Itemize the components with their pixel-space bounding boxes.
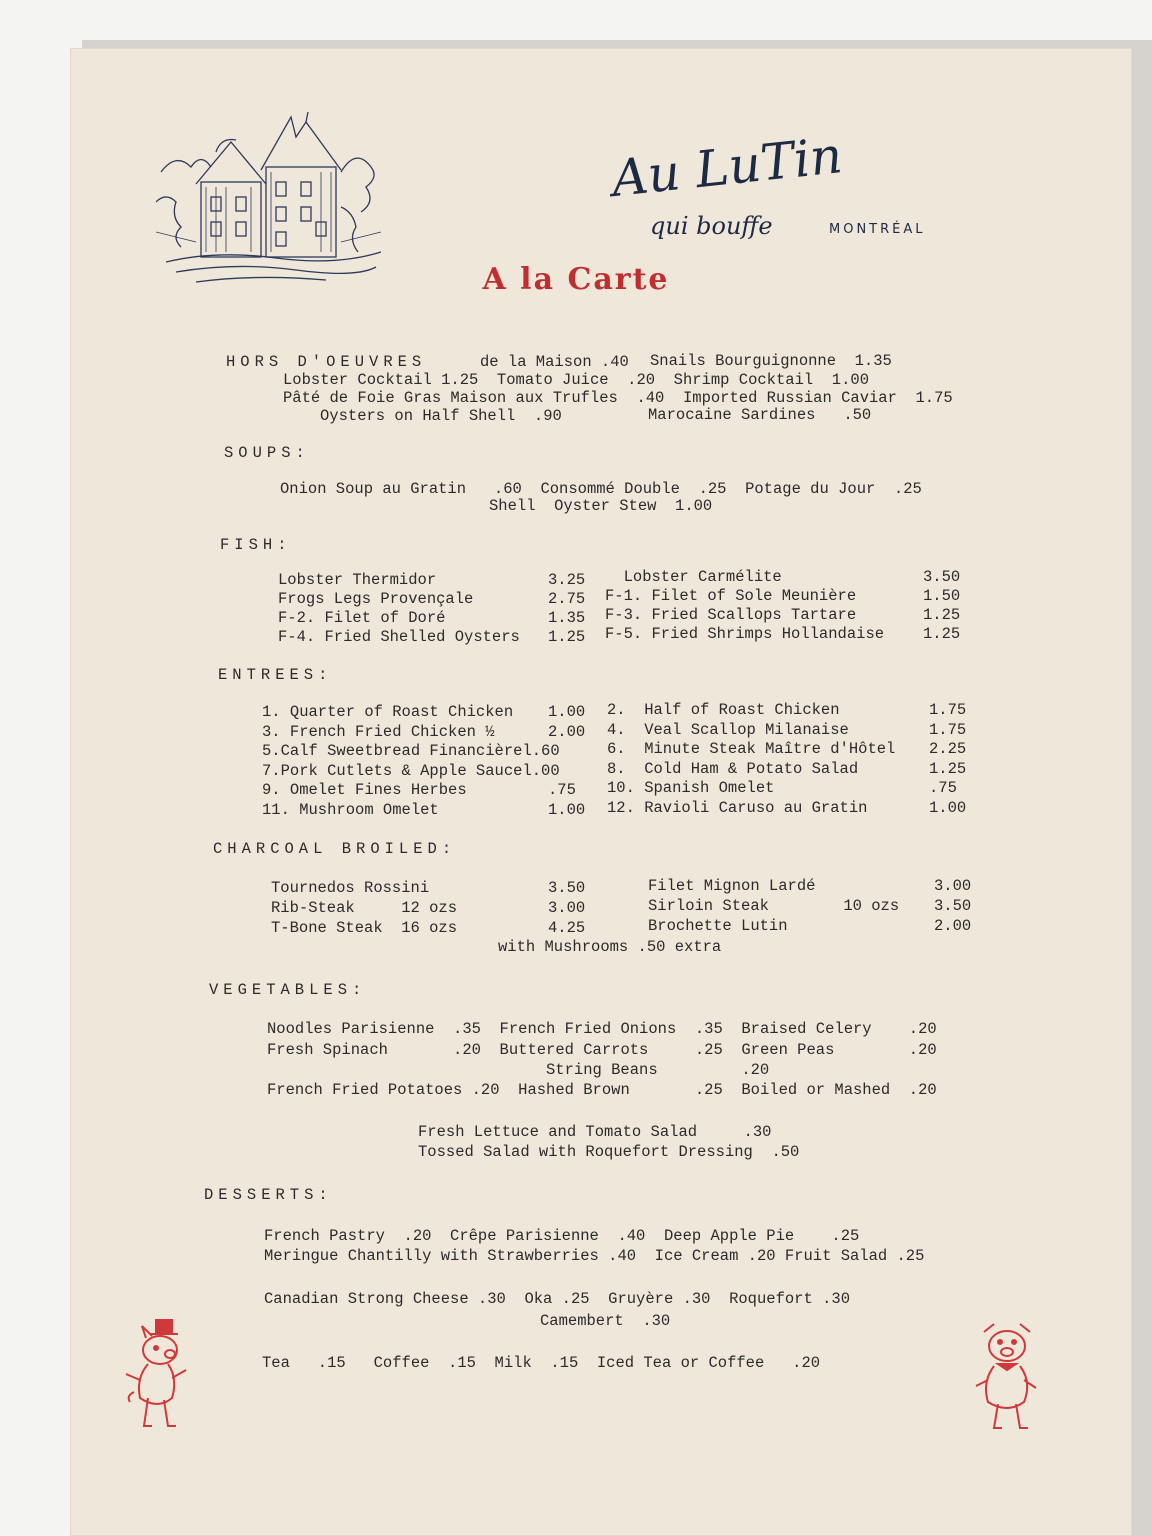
section-heading-charcoal-broiled: CHARCOAL BROILED: bbox=[213, 840, 457, 858]
fish-right-item-name: F-5. Fried Shrimps Hollandaise bbox=[605, 625, 885, 643]
charcoal-right-item-price: 2.00 bbox=[934, 917, 972, 935]
fish-right-item-name: F-1. Filet of Sole Meunière bbox=[605, 587, 857, 605]
hors-line-3: Pâté de Foie Gras Maison aux Trufles .40 Imported Russian Caviar 1.75 bbox=[283, 389, 953, 407]
entree-right-item-price: .75 bbox=[929, 779, 957, 798]
soups-line-1: Onion Soup au Gratin .60 Consommé Double .25 Potage du Jour .25 bbox=[280, 480, 922, 498]
vegetables-line-2: Fresh Spinach .20 Buttered Carrots .25 Green Peas .20 bbox=[267, 1041, 937, 1059]
entree-right-item-price: 1.25 bbox=[929, 759, 967, 778]
logo-tagline: qui bouffe bbox=[650, 212, 773, 240]
fish-left-item-name: F-4. Fried Shelled Oysters bbox=[278, 628, 520, 646]
desserts-line-4: Camembert .30 bbox=[540, 1312, 671, 1330]
charcoal-left-item-price: 4.25 bbox=[548, 919, 586, 937]
section-heading-fish: FISH: bbox=[220, 536, 292, 554]
salad-line-1: Fresh Lettuce and Tomato Salad .30 bbox=[418, 1123, 772, 1141]
entree-left-item-price: .75 bbox=[548, 781, 576, 800]
fish-right-item-price: 1.50 bbox=[923, 587, 961, 605]
fish-left-item-price: 2.75 bbox=[548, 590, 586, 608]
fish-right-item-name: Lobster Carmélite bbox=[605, 568, 782, 586]
section-heading-entrees: ENTREES: bbox=[218, 666, 333, 684]
fish-right-item-price: 1.25 bbox=[923, 625, 961, 643]
fish-right-item-price: 3.50 bbox=[923, 568, 961, 586]
charcoal-right-item-name: Sirloin Steak 10 ozs bbox=[648, 897, 900, 915]
entree-left-item-price: 2.00 bbox=[548, 722, 586, 741]
fish-right-item-name: F-3. Fried Scallops Tartare bbox=[605, 606, 857, 624]
desserts-line-1: French Pastry .20 Crêpe Parisienne .40 Deep Apple Pie .25 bbox=[264, 1227, 860, 1245]
charcoal-right-item-name: Filet Mignon Lardé bbox=[648, 877, 816, 895]
entree-right-item-price: 1.75 bbox=[929, 720, 967, 739]
charcoal-right-item-name: Brochette Lutin bbox=[648, 917, 788, 935]
entree-right-item-name: 2. Half of Roast Chicken bbox=[607, 701, 840, 719]
entree-left-item-name: 5.Calf Sweetbread Financièrel.60 bbox=[262, 742, 560, 761]
entree-right-item-name: 4. Veal Scallop Milanaise bbox=[607, 720, 849, 739]
salad-line-2: Tossed Salad with Roquefort Dressing .50 bbox=[418, 1143, 800, 1161]
section-heading-soups: SOUPS: bbox=[224, 444, 310, 462]
entree-right-item-name: 12. Ravioli Caruso au Gratin bbox=[607, 799, 868, 817]
charcoal-left-item-name: Rib-Steak 12 ozs bbox=[271, 899, 458, 917]
entree-right-item-price: 1.00 bbox=[929, 799, 967, 817]
entree-left-item-name: 7.Pork Cutlets & Apple Saucel.00 bbox=[262, 761, 560, 780]
fish-left-item-price: 1.35 bbox=[548, 609, 586, 627]
logo-name: Au LuTin bbox=[608, 126, 845, 208]
fish-left-item-name: F-2. Filet of Doré bbox=[278, 609, 446, 627]
vegetables-line-3: String Beans .20 bbox=[546, 1061, 770, 1079]
desserts-line-3: Canadian Strong Cheese .30 Oka .25 Gruyère .30 Roquefort .30 bbox=[264, 1290, 850, 1308]
desserts-line-2: Meringue Chantilly with Strawberries .40 Ice Cream .20 Fruit Salad .25 bbox=[264, 1247, 925, 1265]
hors-line-2: Lobster Cocktail 1.25 Tomato Juice .20 Shrimp Cocktail 1.00 bbox=[283, 371, 869, 389]
hors-line-1b: Snails Bourguignonne 1.35 bbox=[650, 352, 892, 370]
charcoal-left-item-name: T-Bone Steak 16 ozs bbox=[271, 919, 458, 937]
entree-left-item-name: 3. French Fried Chicken ½ bbox=[262, 722, 495, 741]
fish-left-item-name: Frogs Legs Provençale bbox=[278, 590, 474, 608]
beverages-line: Tea .15 Coffee .15 Milk .15 Iced Tea or Coffee .20 bbox=[262, 1354, 821, 1372]
hors-line-4a: Oysters on Half Shell .90 bbox=[320, 407, 562, 425]
vegetables-line-4: French Fried Potatoes .20 Hashed Brown .25 Boiled or Mashed .20 bbox=[267, 1081, 937, 1099]
entree-left-item-price: 1.00 bbox=[548, 703, 586, 721]
section-heading-desserts: DESSERTS: bbox=[204, 1186, 333, 1204]
entree-left-item-name: 1. Quarter of Roast Chicken bbox=[262, 703, 514, 721]
menu-title: A la Carte bbox=[482, 262, 670, 297]
logo-city: MONTRÉAL bbox=[829, 222, 926, 237]
hors-line-4b: Marocaine Sardines .50 bbox=[648, 406, 872, 424]
entree-right-item-name: 6. Minute Steak Maître d'Hôtel bbox=[607, 740, 896, 759]
entree-right-item-price: 1.75 bbox=[929, 701, 967, 719]
fish-left-item-price: 3.25 bbox=[548, 571, 586, 589]
vegetables-line-1: Noodles Parisienne .35 French Fried Onions .35 Braised Celery .20 bbox=[267, 1020, 937, 1038]
entree-right-item-name: 10. Spanish Omelet bbox=[607, 779, 775, 798]
charcoal-right-item-price: 3.00 bbox=[934, 877, 972, 895]
hors-line-1a: de la Maison .40 bbox=[480, 353, 629, 371]
section-heading-vegetables: VEGETABLES: bbox=[209, 981, 367, 999]
pig-mascot-right-icon bbox=[972, 1320, 1042, 1435]
charcoal-left-item-price: 3.00 bbox=[548, 899, 586, 917]
entree-right-item-name: 8. Cold Ham & Potato Salad bbox=[607, 759, 859, 778]
charcoal-note: with Mushrooms .50 extra bbox=[498, 938, 722, 956]
fish-left-item-price: 1.25 bbox=[548, 628, 586, 646]
fish-right-item-price: 1.25 bbox=[923, 606, 961, 624]
soups-line-2: Shell Oyster Stew 1.00 bbox=[489, 497, 713, 515]
entree-right-item-price: 2.25 bbox=[929, 740, 967, 759]
charcoal-right-item-price: 3.50 bbox=[934, 897, 972, 915]
entree-left-item-price: 1.00 bbox=[548, 801, 586, 819]
entree-left-item-name: 9. Omelet Fines Herbes bbox=[262, 781, 467, 800]
charcoal-left-item-price: 3.50 bbox=[548, 879, 586, 897]
fish-left-item-name: Lobster Thermidor bbox=[278, 571, 437, 589]
entree-left-item-name: 11. Mushroom Omelet bbox=[262, 801, 439, 819]
section-heading-hors-doeuvres: HORS D'OEUVRES bbox=[226, 353, 427, 371]
pig-mascot-left-icon bbox=[118, 1318, 193, 1433]
charcoal-left-item-name: Tournedos Rossini bbox=[271, 879, 430, 897]
